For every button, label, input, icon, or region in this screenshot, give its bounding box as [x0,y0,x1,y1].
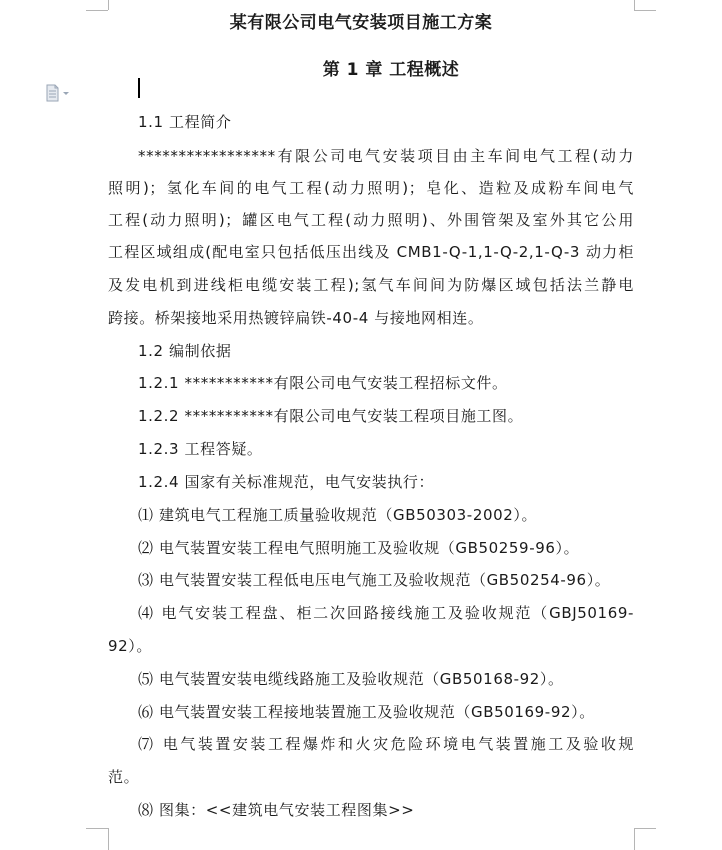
crop-mark [634,828,656,829]
list-item: 1.2.1 ***********有限公司电气安装工程招标文件。 [138,374,508,392]
standard-item-continuation: 92）。 [108,637,152,655]
standard-item: ⑹ 电气装置安装工程接地装置施工及验收规范（GB50169-92）。 [138,703,595,721]
standard-item: ⑵ 电气装置安装工程电气照明施工及验收规（GB50259-96）。 [138,539,580,557]
document-page-icon[interactable] [46,84,72,102]
standard-item: ⑻ 图集：<<建筑电气安装工程图集>> [138,801,415,819]
chapter-title: 第 1 章 工程概述 [322,60,460,80]
paragraph-line: 工程区域组成(配电室只包括低压出线及 CMB1-Q-1,1-Q-2,1-Q-3 动力柜 [108,243,634,261]
standard-item: ⑸ 电气装置安装电缆线路施工及验收规范（GB50168-92）。 [138,670,564,688]
standard-item-continuation: 范。 [108,768,140,786]
standard-item: ⑴ 建筑电气工程施工质量验收规范（GB50303-2002）。 [138,506,538,524]
crop-mark [634,828,635,850]
paragraph-line: *****************有限公司电气安装项目由主车间电气工程(动力 [138,147,634,165]
crop-mark [108,828,109,850]
crop-mark [86,828,108,829]
text-cursor [138,78,140,98]
paragraph-line: 跨接。桥架接地采用热镀锌扁铁-40-4 与接地网相连。 [108,309,484,327]
list-item: 1.2.4 国家有关标准规范，电气安装执行： [138,473,435,491]
document-title: 某有限公司电气安装项目施工方案 [229,13,493,33]
paragraph-line: 工程(动力照明)；罐区电气工程(动力照明)、外围管架及室外其它公用 [108,211,634,229]
section-heading: 1.2 编制依据 [138,342,232,360]
list-item: 1.2.2 ***********有限公司电气安装工程项目施工图。 [138,407,524,425]
paragraph-line: 及发电机到进线柜电缆安装工程);氢气车间间为防爆区域包括法兰静电 [108,276,634,294]
section-heading: 1.1 工程简介 [138,113,232,131]
standard-item: ⑷ 电气安装工程盘、柜二次回路接线施工及验收规范（GBJ50169- [138,604,634,622]
standard-item: ⑺ 电气装置安装工程爆炸和火灾危险环境电气装置施工及验收规 [138,735,634,753]
standard-item: ⑶ 电气装置安装工程低电压电气施工及验收规范（GB50254-96）。 [138,571,611,589]
list-item: 1.2.3 工程答疑。 [138,440,263,458]
paragraph-line: 照明)；氢化车间的电气工程(动力照明)；皂化、造粒及成粉车间电气 [108,179,634,197]
